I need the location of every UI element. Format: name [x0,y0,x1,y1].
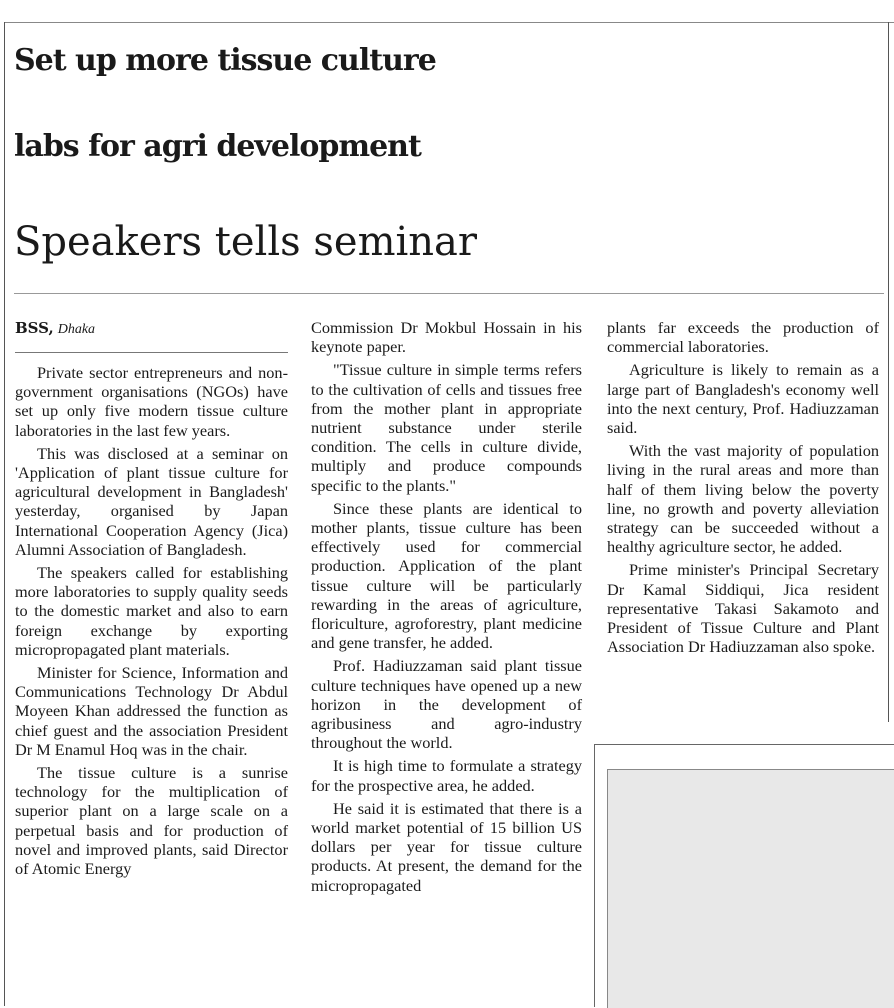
byline-agency: BSS, [15,319,54,337]
paragraph: Prof. Hadiuzzaman said plant tissue culture techniques have opened up a new horizon in the development of agribusiness and agro-industry throughout the world. [311,656,582,753]
paragraph: With the vast majority of population living in the rural areas and more than half of them living below the poverty line, no growth and poverty alleviation strategy can be succeeded without a healthy agriculture sector, he added. [607,441,879,557]
subhead: Speakers tells seminar [14,219,478,265]
headline-line-1: Set up more tissue culture [14,43,436,78]
paragraph: Since these plants are identical to mother plants, tissue culture has been effectively used for commercial production. Application of the plant tissue culture will be particularly rewarding in the areas of agriculture, floriculture, agroforestry, plant medicine and gene transfer, he added. [311,498,582,653]
subhead-rule [14,293,884,294]
paragraph: "Tissue culture in simple terms refers to the cultivation of cells and tissues free from the mother plant in appropriate nutrient substance under sterile condition. The cells in culture divide, multiply and produce compounds specific to the plants." [311,360,582,495]
column-3 [607,318,879,656]
adjacent-box [594,744,894,1007]
column-2 [311,318,582,895]
paragraph: Private sector entrepreneurs and non-government organisations (NGOs) have set up only five modern tissue culture laboratories in the last few years. [15,363,288,440]
frame-left-rule [4,22,5,1006]
column-1 [15,318,288,878]
paragraph: It is high time to formulate a strategy for the prospective area, he added. [311,756,582,795]
paragraph: The speakers called for establishing more laboratories to supply quality seeds to the domestic market and also to earn foreign exchange by exporting micropropagated plant materials. [15,563,288,659]
paragraph-continued: plants far exceeds the production of commercial laboratories. [607,318,879,357]
byline-place: Dhaka [57,322,96,337]
paragraph: Minister for Science, Information and Communications Technology Dr Abdul Moyeen Khan addressed the function as chief guest and the association President Dr M Enamul Hoq was in the chair. [15,663,288,759]
byline-rule [15,352,288,353]
byline [15,318,288,340]
paragraph: He said it is estimated that there is a world market potential of 15 billion US dollars per year for tissue culture products. At present, the demand for the micropropagated [311,798,582,895]
headline [14,18,894,190]
paragraph: Prime minister's Principal Secretary Dr Kamal Siddiqui, Jica resident representative Takasi Sakamoto and President of Tissue Culture and Plant Association Dr Hadiuzzaman also spoke. [607,560,879,657]
adjacent-box-fill [607,769,894,1008]
paragraph-continued: Commission Dr Mokbul Hossain in his keynote paper. [311,318,582,357]
paragraph: The tissue culture is a sunrise technology for the multiplication of superior plant on a large scale on a perpetual basis and for production of novel and improved plants, said Director of Atomic Energy [15,763,288,879]
paragraph: This was disclosed at a seminar on 'Application of plant tissue culture for agricultural development in Bangladesh' yesterday, organised by Japan International Cooperation Agency (Jica) Alumni Association of Bangladesh. [15,443,288,559]
paragraph: Agriculture is likely to remain as a large part of Bangladesh's economy well into the next century, Prof. Hadiuzzaman said. [607,360,879,438]
headline-line-2: labs for agri development [14,129,421,164]
